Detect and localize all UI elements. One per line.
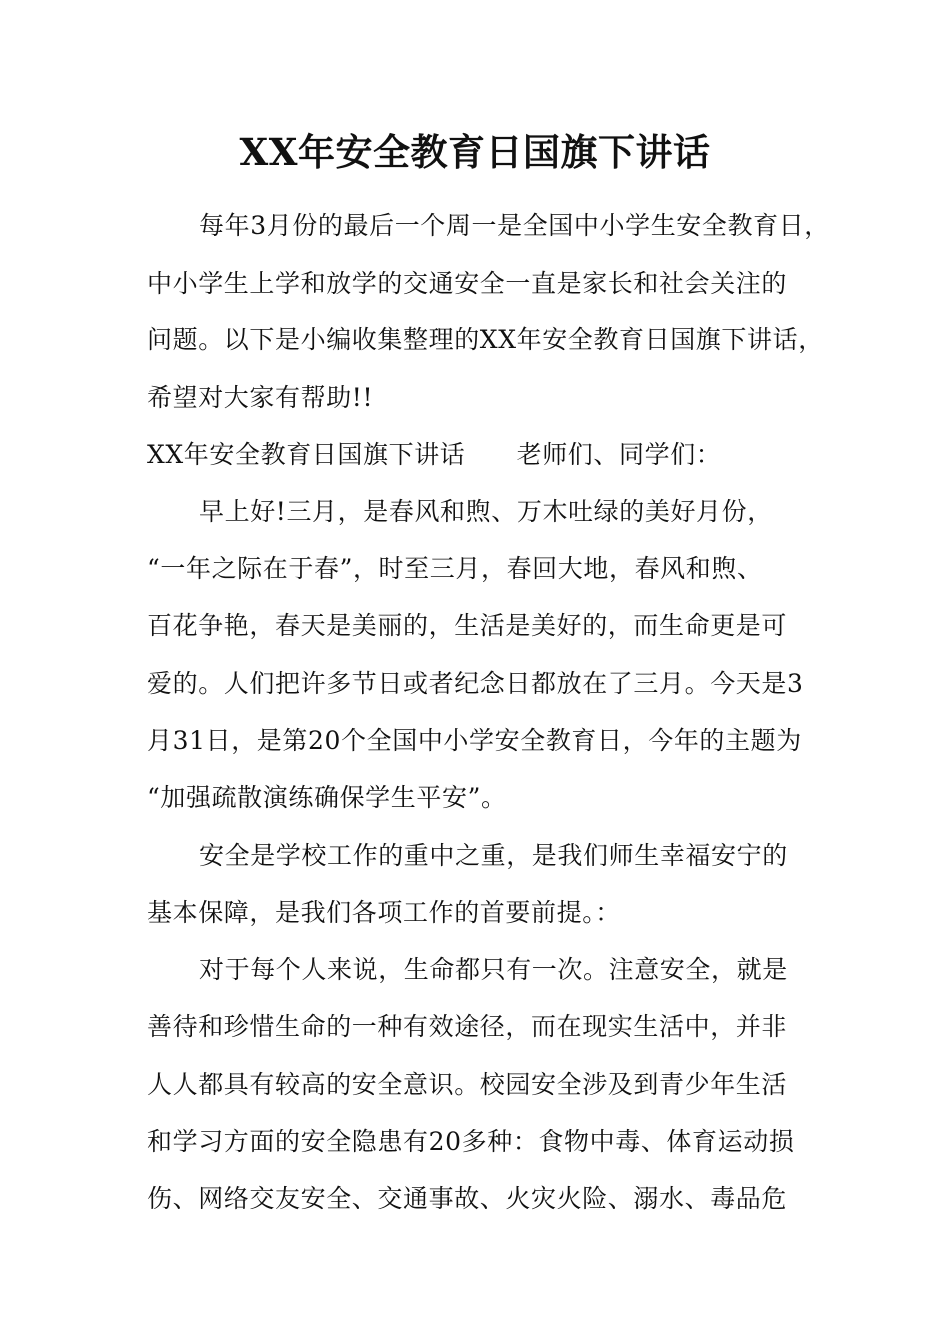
paragraph-line: 百花争艳，春天是美丽的，生活是美好的，而生命更是可 [147, 611, 788, 640]
paragraph-line: 中小学生上学和放学的交通安全一直是家长和社会关注的 [147, 269, 788, 298]
speech-heading-line: XX年安全教育日国旗下讲话 老师们、同学们： [147, 440, 722, 469]
paragraph-line: 伤、网络交友安全、交通事故、火灾火险、溺水、毒品危 [147, 1184, 788, 1213]
paragraph-line: 希望对大家有帮助!! [147, 383, 374, 412]
paragraph-line: 善待和珍惜生命的一种有效途径，而在现实生活中，并非 [147, 1012, 788, 1041]
paragraph-line: 月31日，是第20个全国中小学安全教育日，今年的主题为 [147, 726, 802, 755]
paragraph-line: 安全是学校工作的重中之重，是我们师生幸福安宁的 [199, 841, 788, 870]
paragraph-line: “一年之际在于春”，时至三月，春回大地，春风和煦、 [147, 554, 763, 583]
paragraph-line: “加强疏散演练确保学生平安”。 [147, 783, 507, 812]
paragraph-line: 人人都具有较高的安全意识。校园安全涉及到青少年生活 [147, 1070, 788, 1099]
paragraph-line: 问题。以下是小编收集整理的XX年安全教育日国旗下讲话， [147, 325, 824, 354]
document-title: XX年安全教育日国旗下讲话 [239, 130, 711, 174]
paragraph-line: 爱的。人们把许多节日或者纪念日都放在了三月。今天是3 [147, 669, 804, 698]
paragraph-line: 每年3月份的最后一个周一是全国中小学生安全教育日， [199, 211, 830, 240]
paragraph-line: 基本保障，是我们各项工作的首要前提。： [147, 898, 621, 927]
paragraph-line: 早上好!三月，是春风和煦、万木吐绿的美好月份， [199, 497, 773, 526]
paragraph-line: 对于每个人来说，生命都只有一次。注意安全，就是 [199, 955, 788, 984]
paragraph-line: 和学习方面的安全隐患有20多种：食物中毒、体育运动损 [147, 1127, 795, 1156]
